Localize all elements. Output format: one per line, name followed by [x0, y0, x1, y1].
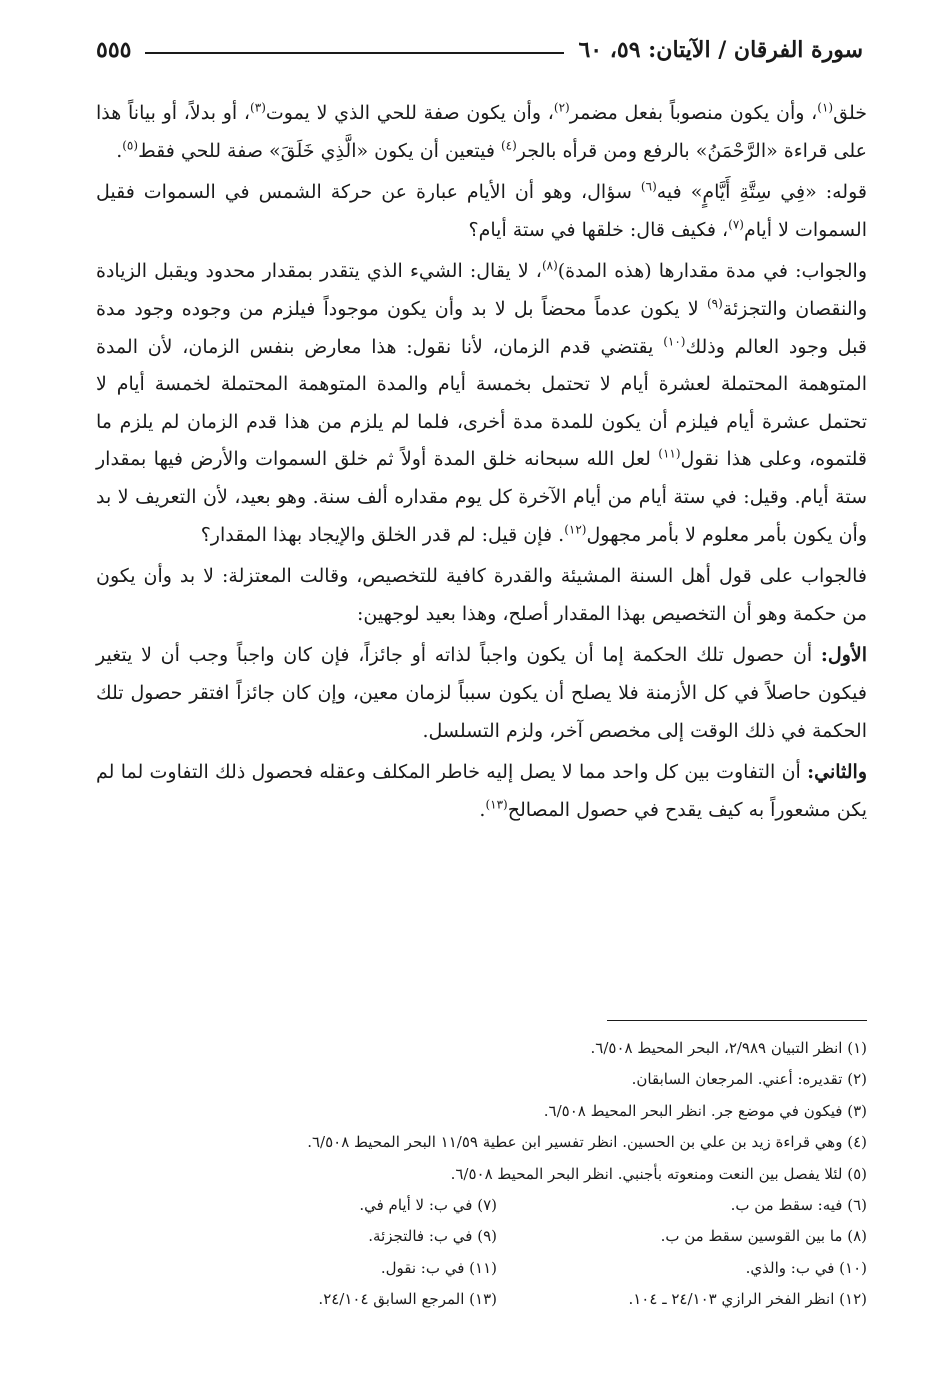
- footnote-row: [96, 1253, 867, 1284]
- footnote-separator: [607, 1020, 867, 1021]
- paragraph-3: والجواب: في مدة مقدارها (هذه المدة)$^{(٨)}$، لا يقال: الشيء الذي يتقدر بمقدار محدود ويقبل الزيادة والنقصان والتجزئة$^{(٩)}$ لا يكون عدماً محضاً بل لا بد وأن يكون موجوداً فيلزم من وجوده وجود مدة قبل وجود العالم وذلك$^{(١٠)}$ يقتضي قدم الزمان، لأنا نقول: هذا معارض بنفس الزمان، لأن المدة المتوهمة المحتملة لعشرة أيام لا تحتمل بخمسة أيام والمدة المتوهمة المحتملة لخمسة أيام لا تحتمل عشرة أيام فيلزم أن يكون للمدة مدة أخرى، فلما لم يلزم من هذا قدم الزمان لم يلزم ما قلتموه، وعلى هذا نقول$^{(١١)}$ لعل الله سبحانه خلق المدة أولاً ثم خلق السموات والأرض فيها بمقدار ستة أيام. وقيل: في ستة أيام من أيام الآخرة كل يوم مقداره ألف سنة. وهو بعيد، لأن التعريف لا بد وأن يكون بأمر معلوم لا بأمر مجهول$^{(١٢)}$. فإن قيل: لم قدر الخلق والإيجاد بهذا المقدار؟: [96, 259, 868, 546]
- footnote-ref[interactable]: (١٢): [564, 522, 587, 537]
- footnote-5: (٥) لئلا يفصل بين النعت ومنعوته بأجنبي. انظر البحر المحيط ٦/٥٠٨.: [450, 1164, 867, 1183]
- footnote-2: (٢) تقديره: أعني. المرجعان السابقان.: [631, 1070, 867, 1089]
- footnote-7: (٧) في ب: لا أيام في.: [359, 1196, 497, 1215]
- footnote-4: (٤) وهي قراءة زيد بن علي بن الحسين. انظر تفسير ابن عطية ١١/٥٩ البحر المحيط ٦/٥٠٨.: [307, 1133, 867, 1152]
- footnote-8: (٨) ما بين القوسين سقط من ب.: [660, 1227, 867, 1246]
- footnote-13: (١٣) المرجع السابق ٢٤/١٠٤.: [318, 1290, 497, 1309]
- footnote-ref[interactable]: (٦): [640, 179, 657, 194]
- footnote-11: (١١) في ب: نقول.: [380, 1258, 497, 1277]
- footnote-ref[interactable]: (٧): [728, 217, 744, 232]
- footnotes: [96, 1033, 867, 1316]
- footnote-ref[interactable]: (٤): [500, 138, 517, 153]
- footnote-ref[interactable]: (١١): [658, 447, 681, 462]
- paragraph-2: قوله: «فِي سِتَّةِ أَيَّامٍ» فيه$^{(٦)}$ سؤال، وهو أن الأيام عبارة عن حركة الشمس في السموات فقيل السموات لا أيام$^{(٧)}$، فكيف قال: خلقها في ستة أيام؟: [96, 179, 867, 241]
- footnote-10: (١٠) في ب: والذي.: [745, 1258, 867, 1277]
- footnote-ref[interactable]: (١٣): [485, 797, 508, 812]
- footnote-ref[interactable]: (١): [817, 100, 834, 115]
- running-title: سورة الفرقان / الآيتان: ٥٩، ٦٠: [578, 37, 863, 63]
- main-text: [96, 95, 867, 833]
- page-number: ٥٥٥: [96, 37, 132, 63]
- footnote-ref[interactable]: (٥): [122, 138, 139, 153]
- running-header: [96, 30, 863, 70]
- header-rule: [145, 52, 564, 54]
- paragraph-4: فالجواب على قول أهل السنة المشيئة والقدرة كافية للتخصيص، وقالت المعتزلة: لا بد وأن يكون من حكمة وهو أن التخصيص بهذا المقدار أصلح، وهذا بعيد لوجهين:: [96, 565, 867, 625]
- paragraph-5: الأول: أن حصول تلك الحكمة إما أن يكون واجباً لذاته أو جائزاً، فإن كان واجباً وجب أن لا يتغير فيكون حاصلاً في كل الأزمنة فلا يصلح أن يكون سبباً لزمان معين، وإن كان جائزاً افتقر حصول تلك الحكمة في ذلك الوقت إلى مخصص آخر، ولزم التسلسل.: [96, 644, 867, 742]
- footnote-6: (٦) فيه: سقط من ب.: [730, 1196, 867, 1215]
- footnote-1: (١) انظر التبيان ٢/٩٨٩، البحر المحيط ٦/٥٠٨.: [590, 1039, 867, 1057]
- footnote-ref[interactable]: (١٠): [663, 334, 686, 349]
- paragraph-6: والثاني: أن التفاوت بين كل واحد مما لا يصل إليه خاطر المكلف وعقله فحصول ذلك التفاوت لما لم يكن مشعوراً به كيف يقدح في حصول المصالح$^{(١٣)}$.: [96, 761, 867, 821]
- footnote-row: [96, 1221, 867, 1252]
- footnote-row: [96, 1284, 867, 1315]
- point-lead: والثاني:: [807, 761, 867, 784]
- paragraph-1: خلق$^{(١)}$، وأن يكون منصوباً بفعل مضمر$^{(٢)}$، وأن يكون صفة للحي الذي لا يموت$^{(٣)}$، أو بدلاً، أو بياناً هذا على قراءة «الرَّحْمَنُ» بالرفع ومن قرأه بالجر$^{(٤)}$ فيتعين أن يكون «الَّذِي خَلَقَ» صفة للحي فقط$^{(٥)}$.: [96, 100, 867, 162]
- footnote-3: (٣) فيكون في موضع جر. انظر البحر المحيط ٦/٥٠٨.: [543, 1101, 867, 1120]
- point-lead: الأول:: [820, 644, 867, 667]
- footnote-row: [96, 1190, 867, 1221]
- footnote-ref[interactable]: (٩): [706, 296, 723, 311]
- footnote-9: (٩) في ب: فالتجزئة.: [368, 1227, 497, 1246]
- footnote-ref[interactable]: (٣): [250, 100, 266, 115]
- footnote-ref[interactable]: (٢): [553, 100, 570, 115]
- footnote-12: (١٢) انظر الفخر الرازي ٢٤/١٠٣ ـ ١٠٤.: [628, 1290, 867, 1309]
- footnote-ref[interactable]: (٨): [541, 259, 558, 274]
